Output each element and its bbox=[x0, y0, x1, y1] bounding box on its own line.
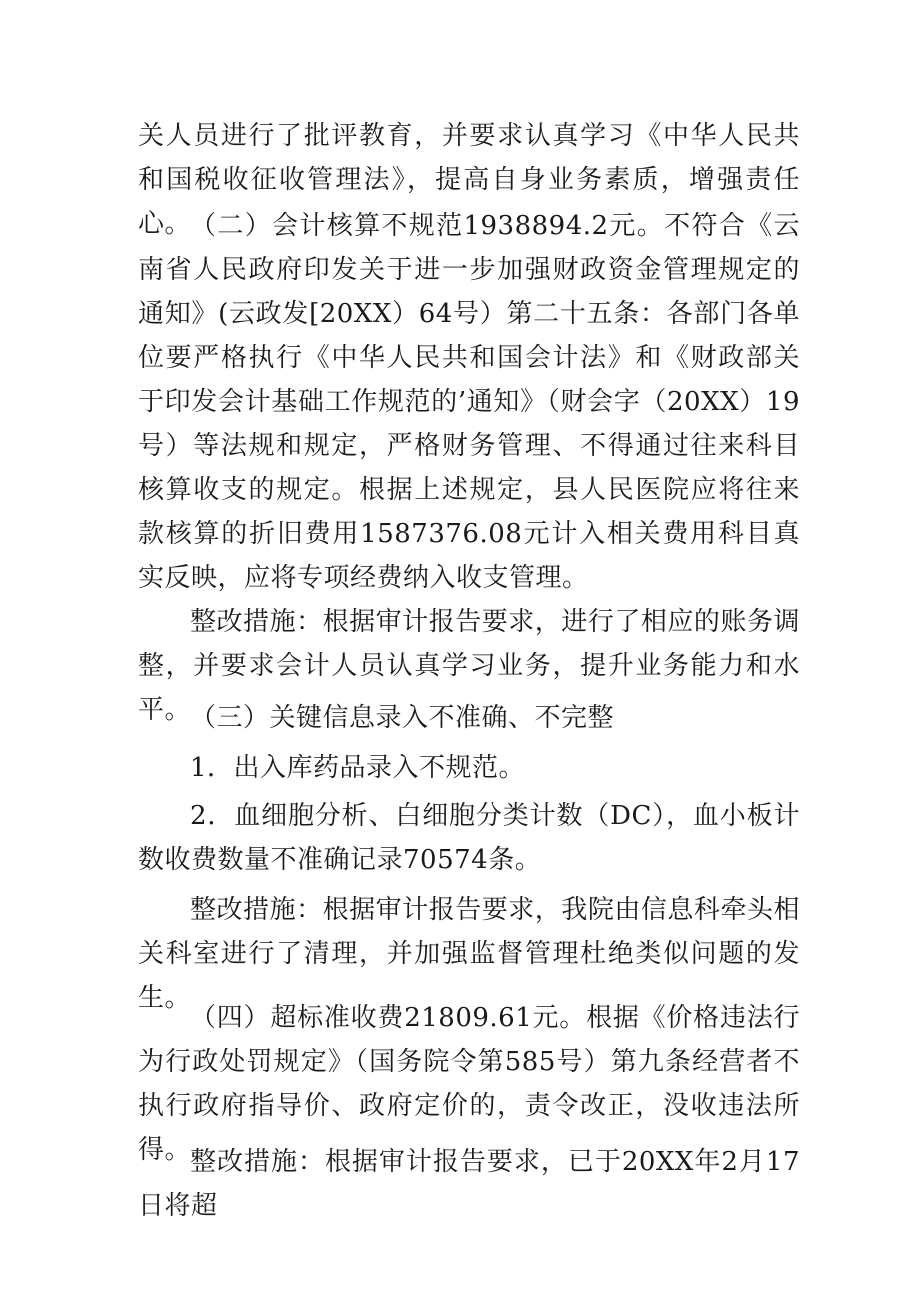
paragraph-rectification-2: 整改措施：根据审计报告要求，进行了相应的账务调整，并要求会计人员认真学习业务，提升业务能力和水平。 bbox=[138, 607, 800, 725]
paragraph-section-4: （四）超标准收费21809.61元。根据《价格违法行为行政处罚规定》（国务院令第585号）第九条经营者不执行政府指导价、政府定价的，责令改正，没收违法所得。 bbox=[138, 1003, 800, 1165]
paragraph-item-2: 2．血细胞分析、白细胞分类计数（DC），血小板计数收费数量不准确记录70574条。 bbox=[138, 801, 800, 875]
paragraph-section-2: （二）会计核算不规范1938894.2元。不符合《云南省人民政府印发关于进一步加强财政资金管理规定的通知》(云政发[20XX）64号）第二十五条：各部门各单位要严格执行《中华人民共和国会计法》和《财政部关于印发会计基础工作规范的’通知》（财会字（20XX）19号）等法规和规定，严格财务管理、不得通过往来科目核算收支的规定。根据上述规定，县人民医院应将往来款核算的折旧费用1587376.08元计入相关费用科目真实反映，应将专项经费纳入收支管理。 bbox=[138, 211, 800, 593]
paragraph-continuation: 关人员进行了批评教育，并要求认真学习《中华人民共和国税收征收管理法》，提高自身业务素质，增强责任心。 bbox=[138, 121, 800, 239]
paragraph-rectification-4: 整改措施：根据审计报告要求，已于20XX年2月17日将超 bbox=[138, 1147, 800, 1221]
paragraph-item-1: 1．出入库药品录入不规范。 bbox=[190, 753, 526, 783]
paragraph-section-3-heading: （三）关键信息录入不准确、不完整 bbox=[190, 703, 615, 733]
paragraph-rectification-3: 整改措施：根据审计报告要求，我院由信息科牵头相关科室进行了清理，并加强监督管理杜绝类似问题的发生。 bbox=[138, 895, 800, 1013]
